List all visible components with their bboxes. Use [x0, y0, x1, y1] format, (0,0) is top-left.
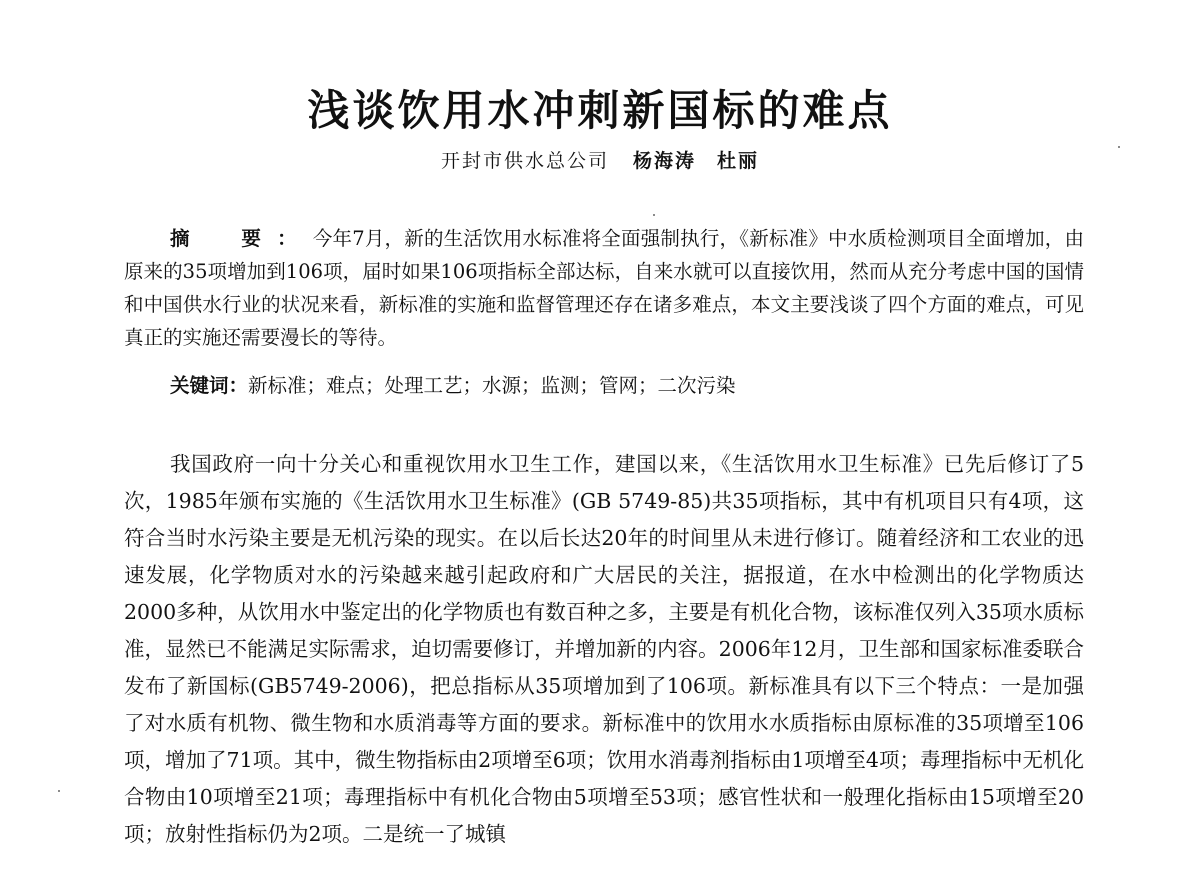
keywords	[170, 369, 1090, 402]
abstract-label: 摘 要：	[170, 227, 313, 250]
abstract-text: 今年7月，新的生活饮用水标准将全面强制执行，《新标准》中水质检测项目全面增加，由原来的35项增加到106项，届时如果106项指标全部达标，自来水就可以直接饮用，然而从充分考虑中国的国情和中国供水行业的状况来看，新标准的实施和监督管理还存在诸多难点，本文主要浅谈了四个方面的难点，可见真正的实施还需要漫长的等待。	[124, 227, 1084, 349]
keywords-text: 新标准；难点；处理工艺；水源；监测；管网；二次污染	[248, 374, 736, 397]
scan-speck	[1118, 146, 1120, 148]
body-paragraph: 我国政府一向十分关心和重视饮用水卫生工作，建国以来，《生活饮用水卫生标准》已先后修订了5次，1985年颁布实施的《生活饮用水卫生标准》(GB 5749-85)共35项指标，其中有机项目只有4项，这符合当时水污染主要是无机污染的现实。在以后长达20年的时间里从未进行修订。随着经济和工农业的迅速发展，化学物质对水的污染越来越引起政府和广大居民的关注，据报道，在水中检测出的化学物质达2000多种，从饮用水中鉴定出的化学物质也有数百种之多，主要是有机化合物，该标准仅列入35项水质标准，显然已不能满足实际需求，迫切需要修订，并增加新的内容。2006年12月，卫生部和国家标准委联合发布了新国标(GB5749-2006)，把总指标从35项增加到了106项。新标准具有以下三个特点：一是加强了对水质有机物、微生物和水质消毒等方面的要求。新标准中的饮用水水质指标由原标准的35项增至106项，增加了71项。其中，微生物指标由2项增至6项；饮用水消毒剂指标由1项增至4项；毒理指标中无机化合物由10项增至21项；毒理指标中有机化合物由5项增至53项；感官性状和一般理化指标由15项增至20项；放射性指标仍为2项。二是统一了城镇	[124, 452, 1084, 846]
abstract	[124, 222, 1084, 354]
author-line	[0, 146, 1200, 173]
scan-speck	[653, 214, 655, 216]
author-organization: 开封市供水总公司	[440, 150, 609, 172]
paper-title: 浅谈饮用水冲刺新国标的难点	[307, 86, 893, 135]
author-names: 杨海涛 杜丽	[633, 150, 760, 172]
keywords-label: 关键词：	[170, 374, 249, 397]
scan-speck	[58, 790, 60, 792]
